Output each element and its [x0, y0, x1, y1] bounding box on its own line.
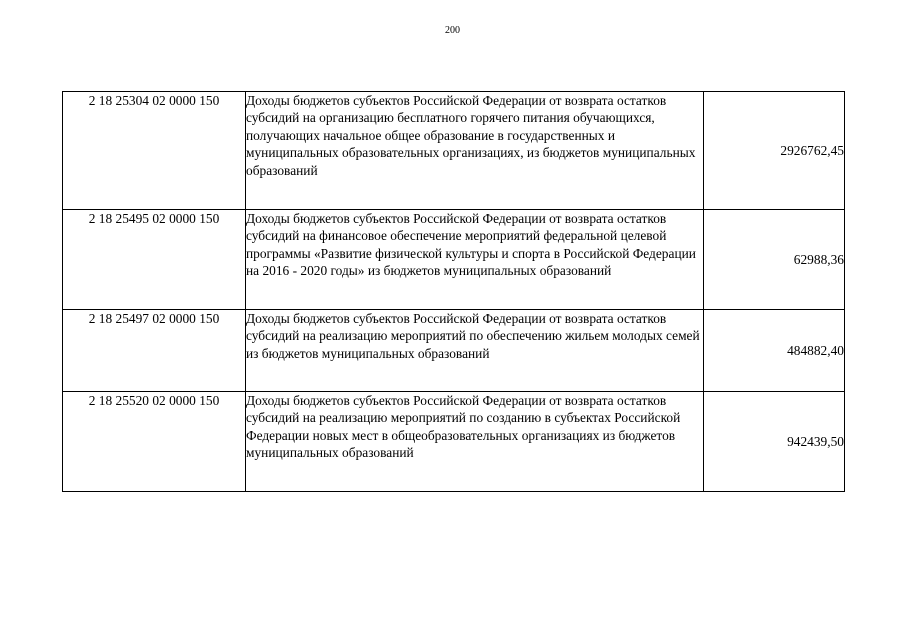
budget-code-cell: 2 18 25304 02 0000 150: [63, 92, 246, 210]
budget-code-cell: 2 18 25497 02 0000 150: [63, 310, 246, 392]
table-row: [63, 392, 845, 492]
table-row: [63, 310, 845, 392]
page-number: 200: [445, 25, 460, 36]
amount-cell: 484882,40: [704, 310, 845, 392]
budget-code-cell: 2 18 25520 02 0000 150: [63, 392, 246, 492]
amount-cell: 2926762,45: [704, 92, 845, 210]
description-cell: Доходы бюджетов субъектов Российской Федерации от возврата остатков субсидий на реализацию мероприятий по созданию в субъектах Российской Федерации новых мест в общеобразовательных организациях из бюджетов муниципальных образований: [246, 392, 704, 492]
description-cell: Доходы бюджетов субъектов Российской Федерации от возврата остатков субсидий на реализацию мероприятий по обеспечению жильем молодых семей из бюджетов муниципальных образований: [246, 310, 704, 392]
description-cell: Доходы бюджетов субъектов Российской Федерации от возврата остатков субсидий на организацию бесплатного горячего питания обучающихся, получающих начальное общее образование в государственных и муниципальных образовательных организациях, из бюджетов муниципальных образований: [246, 92, 704, 210]
amount-cell: 62988,36: [704, 210, 845, 310]
revenue-table: [62, 91, 845, 492]
table-row: [63, 210, 845, 310]
budget-code-cell: 2 18 25495 02 0000 150: [63, 210, 246, 310]
table-row: [63, 92, 845, 210]
description-cell: Доходы бюджетов субъектов Российской Федерации от возврата остатков субсидий на финансовое обеспечение мероприятий федеральной целевой программы «Развитие физической культуры и спорта в Российской Федерации на 2016 - 2020 годы» из бюджетов муниципальных образований: [246, 210, 704, 310]
amount-cell: 942439,50: [704, 392, 845, 492]
